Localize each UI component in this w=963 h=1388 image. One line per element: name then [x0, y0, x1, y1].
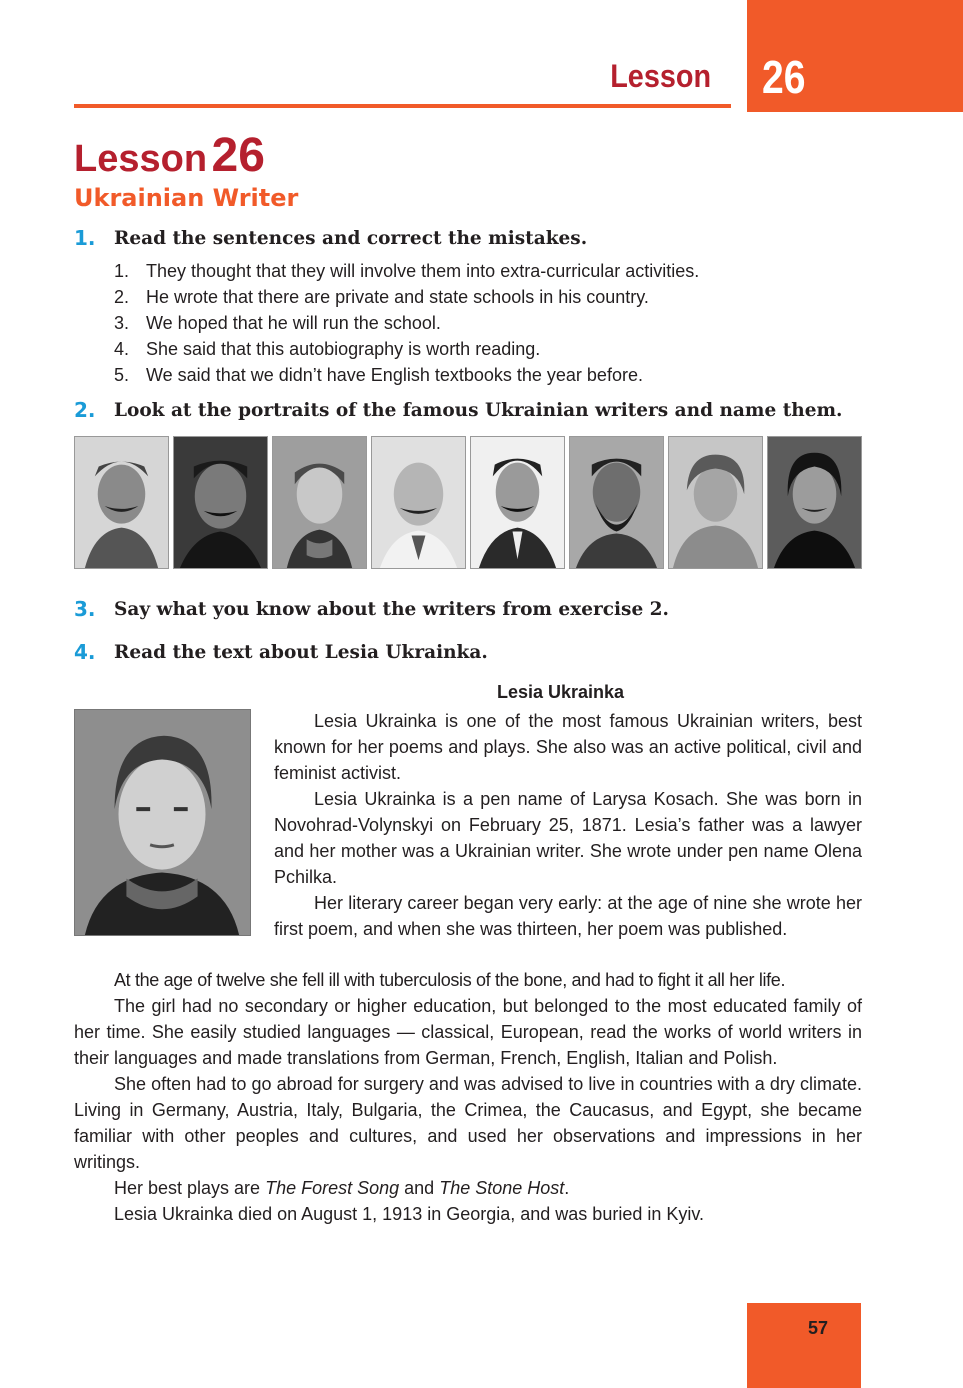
reading-text-full — [74, 967, 862, 1227]
portrait-8 — [767, 436, 862, 569]
page-number: 57 — [808, 1318, 829, 1338]
list-item: 1. They thought that they will involve them into extra-curricular activities. — [114, 261, 700, 281]
portrait-3 — [272, 436, 367, 569]
lesson-subtitle: Ukrainian Writer — [74, 184, 299, 212]
reading-text-wrapped — [274, 708, 862, 942]
portrait-5 — [470, 436, 565, 569]
paragraph: Her best plays are The Forest Song and The Stone Host. — [114, 1178, 570, 1198]
lesson-title-word: Lesson — [74, 138, 208, 180]
exercise-number: 1. — [74, 226, 96, 250]
sentence-list — [114, 258, 874, 388]
writer-portraits — [74, 436, 862, 569]
paragraph: The girl had no secondary or higher education, but belonged to the most educated family of her time. She easily studied languages — classical, European, read the works of world writers in their languages and made translations from German, French, English, Italian and Polish. — [74, 996, 862, 1068]
page-number-block — [747, 1303, 861, 1388]
exercise-instruction: Read the sentences and correct the mistakes. — [114, 228, 588, 249]
list-item: 5. We said that we didn’t have English textbooks the year before. — [114, 365, 643, 385]
list-item: 3. We hoped that he will run the school. — [114, 313, 441, 333]
header-lesson-number: 26 — [762, 51, 806, 103]
paragraph: Lesia Ukrainka is a pen name of Larysa Kosach. She was born in Novohrad-Volynskyi on February 25, 1871. Lesia’s father was a lawyer and her mother was a Ukrainian writer. She wrote under pen name Olena Pchilka. — [274, 789, 862, 887]
exercise-number: 3. — [74, 597, 96, 621]
exercise-instruction: Read the text about Lesia Ukrainka. — [114, 642, 488, 663]
portrait-6 — [569, 436, 664, 569]
portrait-7 — [668, 436, 763, 569]
exercise-instruction: Look at the portraits of the famous Ukrainian writers and name them. — [114, 400, 843, 421]
list-item: 4. She said that this autobiography is worth reading. — [114, 339, 541, 359]
paragraph: Her literary career began very early: at the age of nine she wrote her first poem, and when she was thirteen, her poem was published. — [274, 893, 862, 939]
reading-title: Lesia Ukrainka — [497, 682, 625, 702]
play-title: The Stone Host — [439, 1178, 565, 1198]
play-title: The Forest Song — [265, 1178, 400, 1198]
portrait-2 — [173, 436, 268, 569]
paragraph: At the age of twelve she fell ill with tuberculosis of the bone, and had to fight it all her life. — [114, 970, 786, 990]
paragraph: She often had to go abroad for surgery and was advised to live in countries with a dry climate. Living in Germany, Austria, Italy, Bulgaria, the Crimea, the Caucasus, and Egypt, she became familiar with other peoples and cultures, and used her observations and impressions in her writings. — [74, 1074, 862, 1172]
list-item: 2. He wrote that there are private and state schools in his country. — [114, 287, 649, 307]
lesson-title-number: 26 — [211, 129, 265, 182]
exercise-number: 2. — [74, 398, 96, 422]
exercise-instruction: Say what you know about the writers from exercise 2. — [114, 599, 669, 620]
paragraph: Lesia Ukrainka is one of the most famous Ukrainian writers, best known for her poems and plays. She also was an active political, civil and feminist activist. — [274, 711, 862, 783]
portrait-1 — [74, 436, 169, 569]
portrait-4 — [371, 436, 466, 569]
exercise-number: 4. — [74, 640, 96, 664]
lesia-ukrainka-portrait — [74, 709, 251, 936]
header-lesson-word: Lesson — [610, 58, 711, 94]
lesson-title — [74, 128, 265, 183]
paragraph: Lesia Ukrainka died on August 1, 1913 in Georgia, and was buried in Kyiv. — [114, 1204, 705, 1224]
header-rule — [74, 104, 731, 108]
